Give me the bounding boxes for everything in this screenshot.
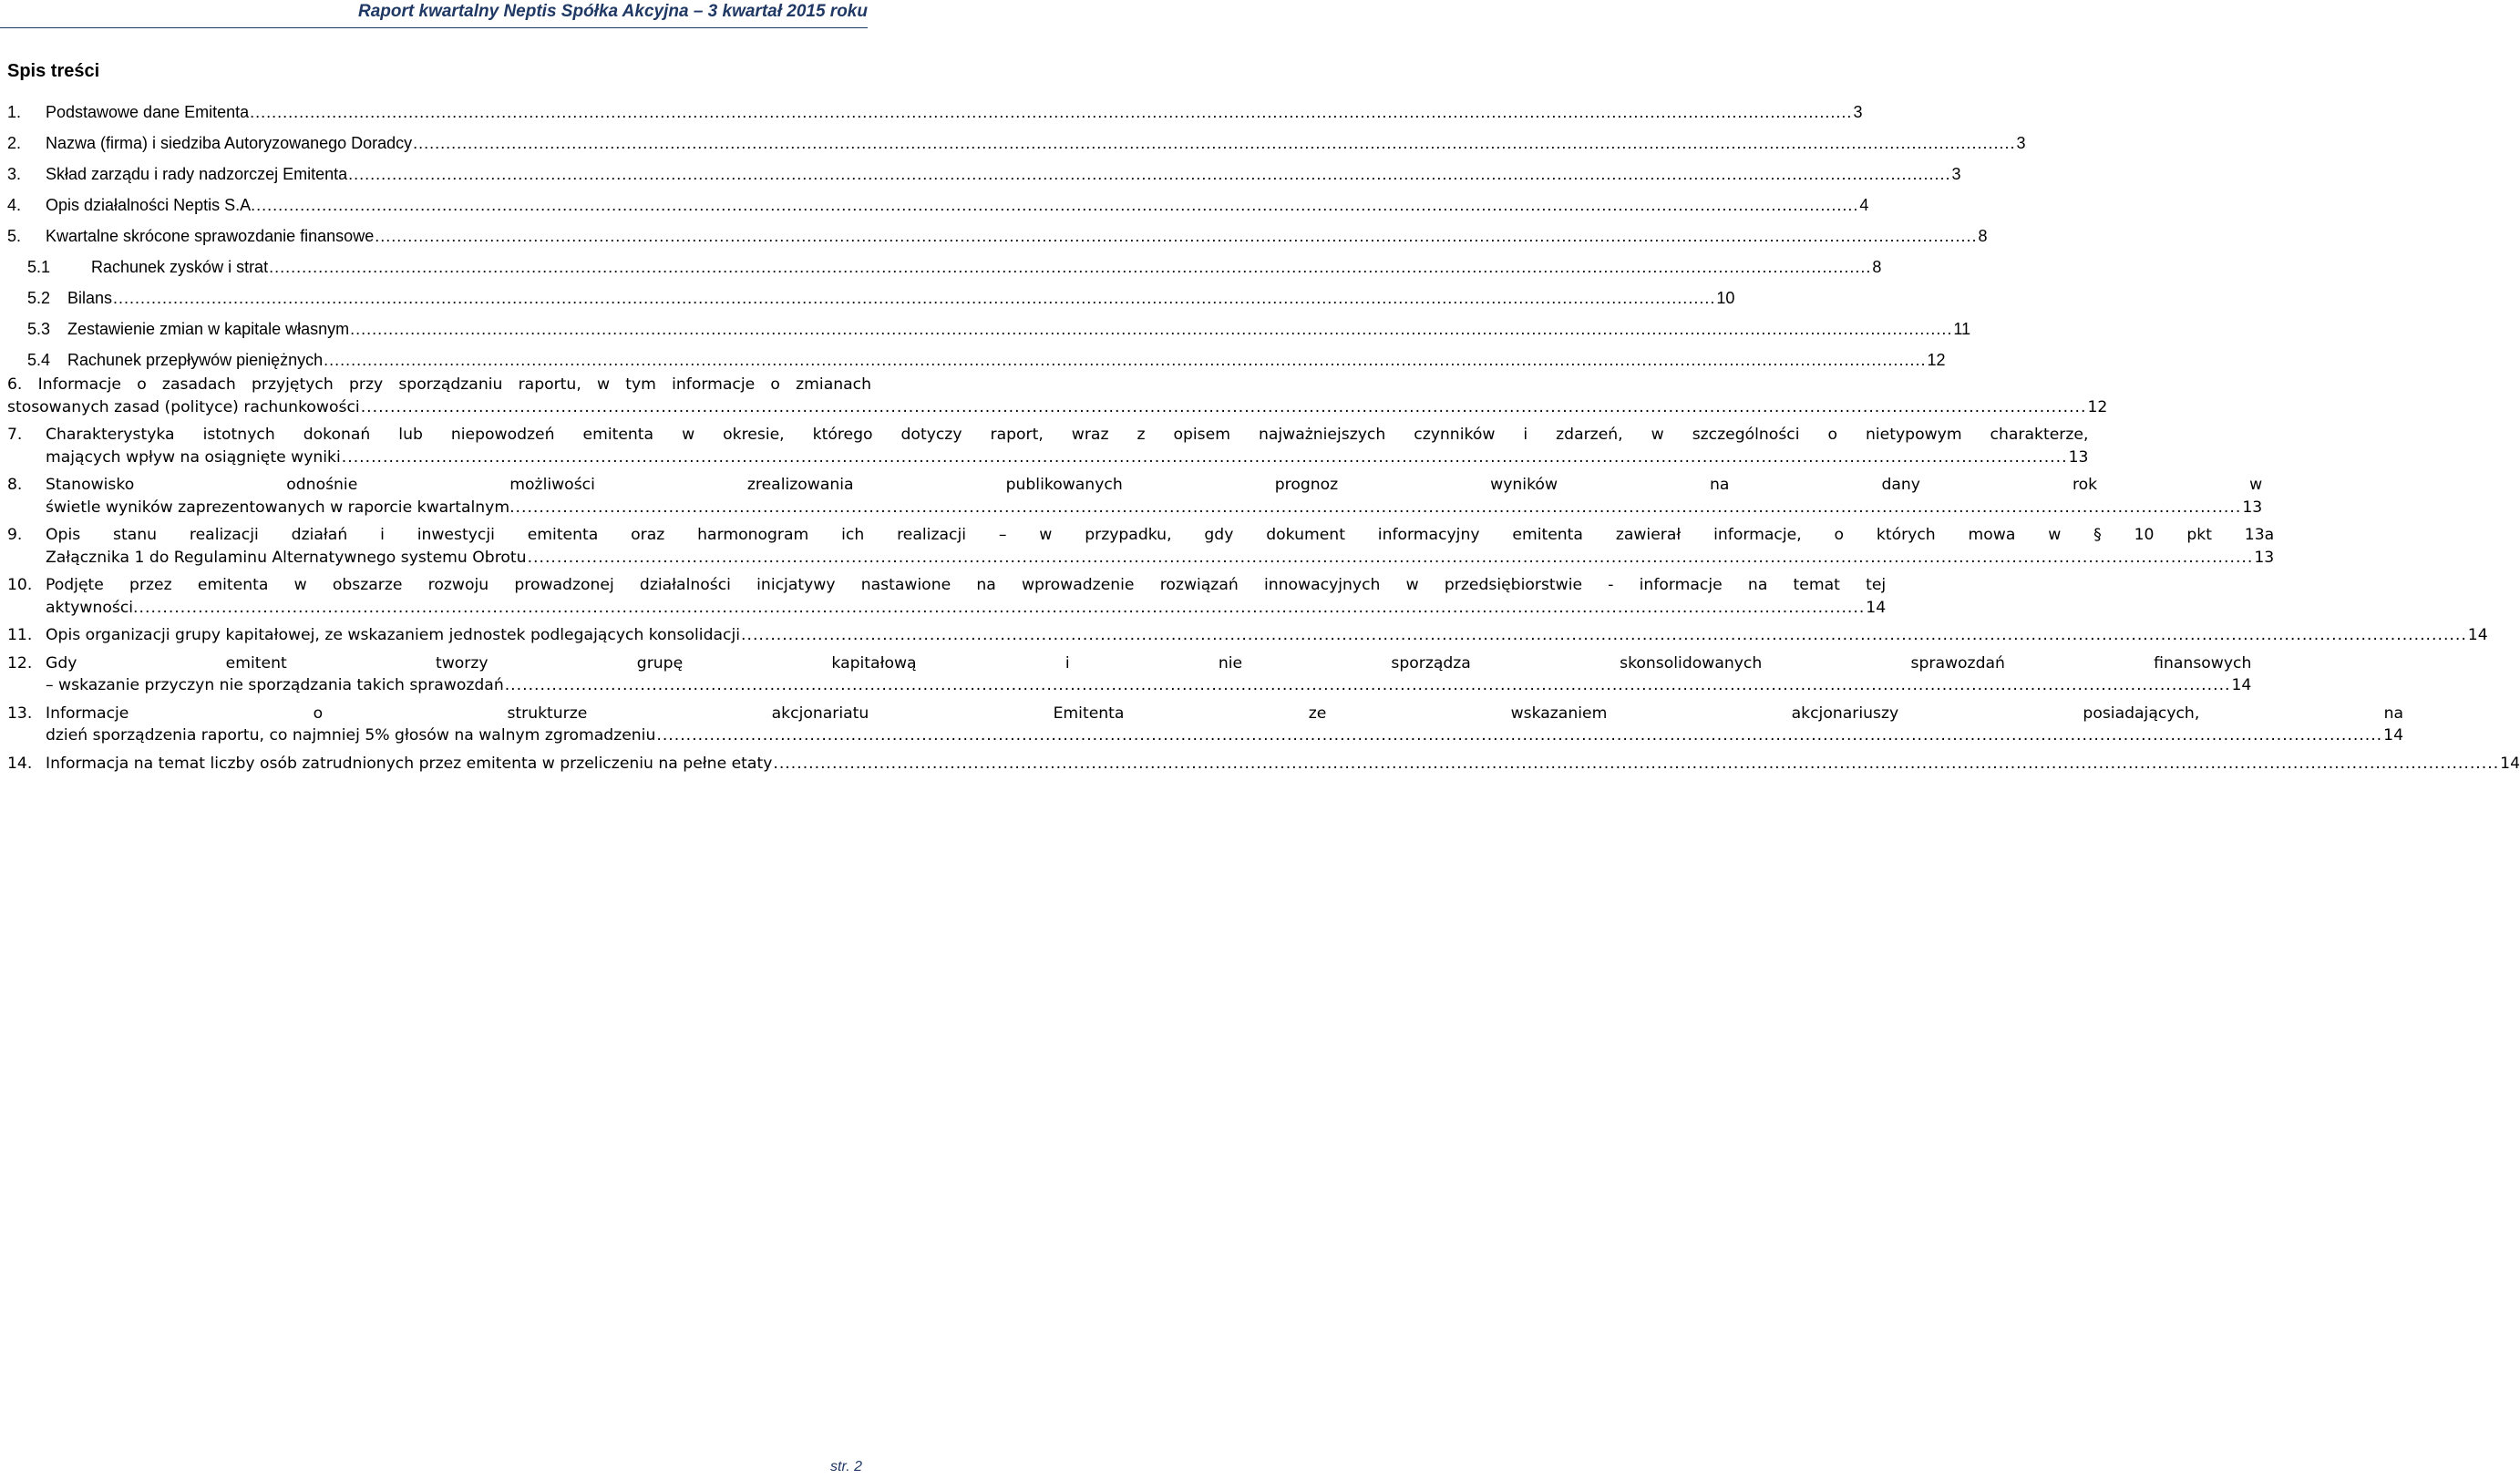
toc-entry-4[interactable]	[7, 184, 1869, 215]
dot-leader	[528, 547, 2254, 570]
toc-entry-number: 12.	[7, 653, 33, 673]
toc-entry-text: Gdy emitent tworzy grupę kapitałową i nie sporządza skonsolidowanych sprawozdań finansowych	[46, 653, 2252, 673]
toc-entry-text: Stanowisko odnośnie możliwości zrealizowania publikowanych prognoz wyników na dany rok w	[46, 476, 2263, 494]
dot-leader	[324, 351, 1926, 370]
dot-leader	[361, 396, 2087, 419]
dot-leader	[348, 165, 1950, 184]
document-header: Raport kwartalny Neptis Spółka Akcyjna – 3 kwartał 2015 roku	[0, 2, 868, 28]
toc-entry-number: 5.	[7, 227, 22, 245]
toc-entry-text: Informacje o strukturze akcjonariatu Emitenta ze wskazaniem akcjonariuszy posiadających, na	[46, 704, 2404, 723]
toc-entry-text: Skład zarządu i rady nadzorczej Emitenta	[46, 165, 348, 183]
toc-entry-number: 14.	[7, 754, 33, 773]
toc-entry-number: 2.	[7, 134, 22, 152]
toc-entry-text-cont: mających wpływ na osiągnięte wyniki	[46, 447, 341, 467]
toc-entry-text: Informacje o zasadach przyjętych przy sporządzaniu raportu, w tym informacje o zmianach	[37, 375, 871, 394]
toc-entry-5-1[interactable]	[7, 246, 1882, 277]
toc-entry-number: 3.	[7, 165, 22, 183]
dot-leader	[773, 753, 2499, 775]
toc-entry-number: 8.	[7, 476, 23, 494]
toc-entry-text-cont: stosowanych zasad (polityce) rachunkowości	[7, 397, 360, 416]
toc-entry-page: 10	[1716, 289, 1735, 307]
toc-title: Spis treści	[7, 61, 100, 81]
dot-leader	[741, 624, 2467, 647]
toc-entry-10[interactable]	[7, 574, 1887, 619]
toc-entry-page: 8	[1872, 258, 1882, 276]
toc-entry-page: 14	[1866, 598, 1887, 617]
toc-entry-number: 5.1	[27, 258, 51, 276]
toc-entry-page: 3	[1853, 103, 1863, 121]
toc-entry-6[interactable]	[7, 374, 2108, 418]
toc-entry-number: 5.3	[27, 320, 51, 338]
toc-entry-11[interactable]	[7, 624, 2488, 647]
toc-entry-5-4[interactable]	[7, 339, 1946, 370]
dot-leader	[413, 134, 2015, 153]
toc-entry-text-cont: – wskazanie przyczyn nie sporządzania takich sprawozdań	[46, 676, 504, 694]
toc-entry-text: Rachunek przepływów pieniężnych	[67, 351, 324, 369]
toc-entry-page: 14	[2467, 626, 2488, 644]
dot-leader	[113, 289, 1715, 308]
dot-leader	[516, 497, 2242, 519]
toc-entry-text: Opis działalności Neptis S.A.	[46, 196, 256, 214]
toc-entry-text: Informacja na temat liczby osób zatrudnionych przez emitenta w przeliczeniu na pełne etaty	[46, 754, 773, 773]
toc-entry-page: 8	[1978, 227, 1988, 245]
toc-entry-5-3[interactable]	[7, 308, 1971, 339]
toc-entry-7[interactable]	[7, 424, 2089, 468]
toc-entry-5[interactable]	[7, 215, 1988, 246]
toc-entry-text: Rachunek zysków i strat	[91, 258, 269, 276]
toc-entry-number: 5.2	[27, 289, 51, 307]
toc-entry-page: 14	[2231, 676, 2252, 694]
toc-entry-text: Podstawowe dane Emitenta	[46, 103, 250, 121]
toc-entry-number: 9.	[7, 526, 23, 544]
toc-entry-2[interactable]	[7, 122, 2026, 153]
toc-entry-text: Kwartalne skrócone sprawozdanie finansowe	[46, 227, 375, 245]
toc-entry-text: Nazwa (firma) i siedziba Autoryzowanego Doradcy	[46, 134, 413, 152]
toc-entry-page: 14	[2500, 754, 2520, 773]
toc-entry-number: 5.4	[27, 351, 51, 369]
toc-entry-9[interactable]	[7, 524, 2275, 569]
toc-entry-page: 12	[2087, 397, 2108, 416]
toc-entry-text: Charakterystyka istotnych dokonań lub niepowodzeń emitenta w okresie, którego dotyczy raport, wraz z opisem najważniejszych czynników i zdarzeń, w szczególności o nietypowym charakterze,	[46, 426, 2089, 444]
toc-entry-number: 11.	[7, 626, 33, 644]
toc-entry-text: Opis organizacji grupy kapitałowej, ze wskazaniem jednostek podlegających konsolidacji	[46, 626, 741, 644]
toc-entry-14[interactable]	[7, 753, 2520, 775]
toc-entry-13[interactable]	[7, 703, 2404, 747]
toc-entry-page: 4	[1859, 196, 1869, 214]
toc-entry-page: 13	[2254, 548, 2275, 567]
dot-leader	[505, 674, 2231, 697]
toc-entry-number: 10.	[7, 576, 33, 594]
dot-leader	[250, 103, 1852, 122]
toc-entry-number: 4.	[7, 196, 22, 214]
dot-leader	[256, 196, 1858, 215]
toc-entry-1[interactable]	[7, 91, 1863, 122]
dot-leader	[269, 258, 1871, 277]
toc-entry-12[interactable]	[7, 652, 2252, 697]
dot-leader	[139, 597, 1866, 620]
dot-leader	[350, 320, 1952, 339]
toc-entry-text: Opis stanu realizacji działań i inwestycji emitenta oraz harmonogram ich realizacji – w przypadku, gdy dokument informacyjny emitenta zawierał informacje, o których mowa w § 10 pkt 13a	[46, 526, 2275, 544]
toc-entry-text: Zestawienie zmian w kapitale własnym	[67, 320, 350, 338]
toc-entry-page: 3	[1951, 165, 1961, 183]
toc-entry-8[interactable]	[7, 474, 2263, 519]
toc-entry-page: 3	[2016, 134, 2026, 152]
toc-entry-5-2[interactable]	[7, 277, 1735, 308]
page-number: str. 2	[830, 1459, 862, 1474]
toc-entry-number: 6.	[7, 375, 23, 394]
toc-entry-page: 11	[1953, 320, 1971, 338]
toc-entry-number: 1.	[7, 103, 22, 121]
toc-entry-page: 12	[1927, 351, 1946, 369]
dot-leader	[375, 227, 1977, 246]
toc-entry-text-cont: Załącznika 1 do Regulaminu Alternatywnego systemu Obrotu	[46, 548, 527, 567]
toc-entry-page: 13	[2068, 447, 2089, 467]
toc-entry-text-cont: świetle wyników zaprezentowanych w raporcie kwartalnym.	[46, 498, 515, 517]
toc-entry-text: Bilans	[67, 289, 113, 307]
toc-entry-number: 7.	[7, 426, 23, 444]
toc-entry-3[interactable]	[7, 153, 1961, 184]
toc-entry-page: 13	[2242, 498, 2263, 517]
toc-entry-number: 13.	[7, 704, 33, 723]
toc-entry-text-cont: aktywności.	[46, 598, 139, 617]
toc-entry-text-cont: dzień sporządzenia raportu, co najmniej 5% głosów na walnym zgromadzeniu	[46, 726, 656, 745]
toc-entry-page: 14	[2383, 726, 2404, 745]
dot-leader	[656, 724, 2382, 747]
table-of-contents	[7, 91, 2520, 780]
toc-entry-text: Podjęte przez emitenta w obszarze rozwoju prowadzonej działalności inicjatywy nastawione na wprowadzenie rozwiązań innowacyjnych w przedsiębiorstwie - informacje na temat tej	[46, 576, 1887, 594]
dot-leader	[342, 447, 2068, 469]
